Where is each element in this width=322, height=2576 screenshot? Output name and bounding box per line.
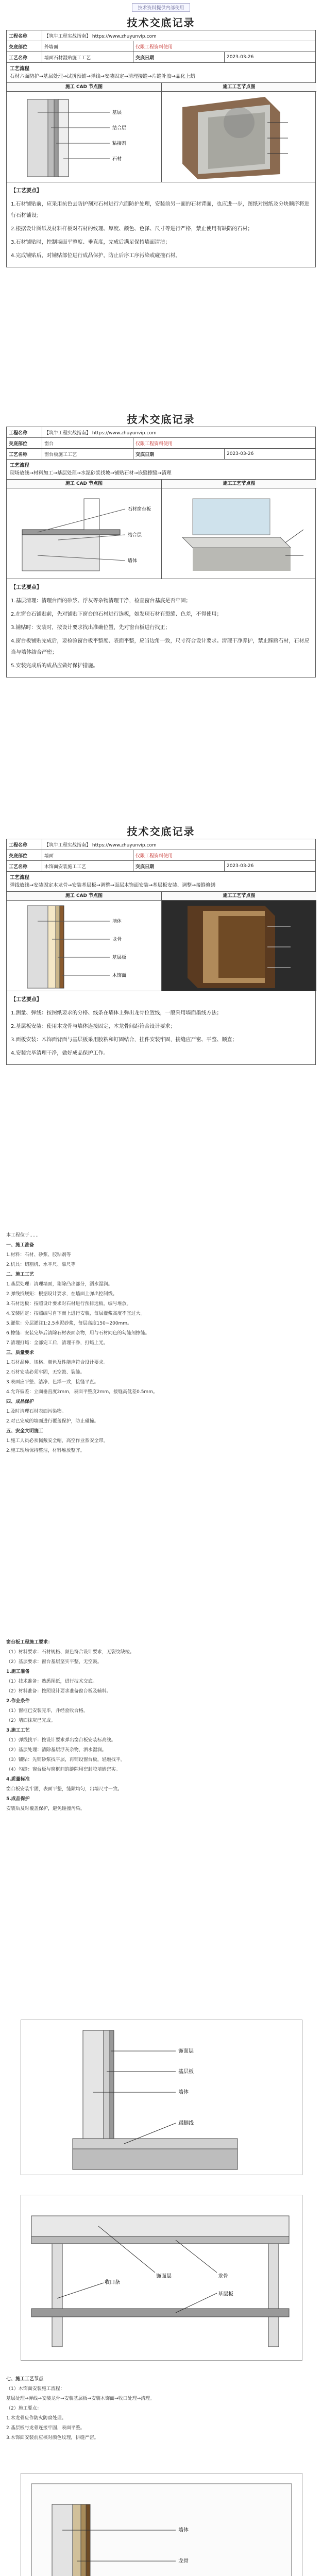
cad-drawing	[7, 901, 161, 991]
doc-para: 2.机具：切割机、水平尺、靠尺等	[6, 1262, 76, 1267]
photo-header: 施工工艺节点图	[162, 83, 316, 92]
desc-title: 【工艺要点】	[11, 188, 42, 194]
doc-heading: 三、质量要求	[6, 1350, 35, 1355]
fig-label: 龙骨	[218, 2274, 228, 2279]
fig-label: 墙体	[178, 2090, 189, 2095]
doc-para: （4）勾缝：窗台板与窗框间的缝隙用密封胶填嵌密实。	[6, 1767, 121, 1772]
desc-box	[6, 579, 316, 677]
date-label: 交底日期	[133, 449, 225, 460]
cad-label: 粘接剂	[112, 141, 127, 146]
fig-label: 墙体	[178, 2528, 189, 2533]
top-banner	[0, 0, 322, 13]
doc-para: （1）材料要求：石材规格、颜色符合设计要求，无裂纹缺棱。	[6, 1650, 134, 1655]
doc-section-2	[6, 1638, 316, 1815]
flow-title: 工艺流程	[10, 875, 30, 880]
cad-header: 施工 CAD 节点图	[7, 83, 161, 92]
desc-title: 【工艺要点】	[11, 585, 42, 590]
date-value: 2023-03-26	[225, 449, 316, 460]
stamp: 仅限工程资料使用	[133, 850, 316, 861]
doc-para: （2）基层要求：窗台基层坚实平整，无空鼓。	[6, 1659, 102, 1665]
cad-cell	[7, 892, 162, 991]
cad-label: 木饰面	[112, 973, 127, 978]
desc-item: 4.完成铺贴后，对铺贴部位进行成品保护，防止后序工序污染或碰撞石材。	[11, 253, 181, 259]
unit-label: 交底部位	[7, 41, 42, 52]
doc-para: （1）弹线找平：按设计要求弹出窗台板安装标高线。	[6, 1738, 116, 1743]
doc-para: （2）墙面抹灰已完成。	[6, 1718, 56, 1723]
doc-para: 4.允许偏差：立面垂直度2mm，表面平整度2mm，接缝高低差0.5mm。	[6, 1389, 158, 1395]
render-image	[162, 92, 316, 182]
cad-label: 结合层	[112, 126, 127, 131]
doc-heading: 五、安全文明施工	[6, 1429, 44, 1434]
cad-drawing	[7, 488, 161, 579]
section-figure-3	[21, 2473, 302, 2576]
cad-row	[6, 892, 316, 991]
desc-item: 1.测量、弹线：按图纸要求的分格、线条在墙体上弹出龙骨位置线，一般采用墙面墨线方法；	[11, 1010, 222, 1016]
desc-item: 3.面板安装：木饰面背面与基层板采用胶粘和钉固结合，挂件安装牢固，接缝应严密、平整、顺直；	[11, 1037, 238, 1043]
cad-header: 施工 CAD 节点图	[7, 892, 161, 901]
unit-label: 交底部位	[7, 850, 42, 861]
doc-para: 2.弹线找规矩：根据设计要求，在墙面上弹出控制线。	[6, 1292, 117, 1297]
unit-value: 外墙面	[42, 41, 133, 52]
fig-label: 基层板	[218, 2292, 233, 2297]
desc-item: 2.根据设计图纸及材料样板对石材的纹理、厚度、颜色、色泽、尺寸等进行严格，禁止使用有缺陷的石材；	[11, 226, 253, 232]
stamp: 仅限工程资料使用	[133, 438, 316, 449]
desc-item: 1.石材铺贴前，应采用抗色去防护剂对石材进行六面防护处理，安装前另一面的石材背面，也应进一步，图纸对图纸及分块顺序将进行石材铺设；	[11, 201, 310, 218]
doc-para: （2）材料准备：按照设计要求准备窗台板及辅料。	[6, 1689, 111, 1694]
flow-text: 现场放线→材料加工→基层处理→水泥砂浆找坡→铺贴石材→嵌缝擦缝→清理	[10, 470, 172, 476]
fig-label: 基层板	[178, 2069, 194, 2075]
cad-svg	[7, 901, 161, 991]
doc-heading: 1.施工准备	[6, 1669, 30, 1674]
doc-heading: 2.作业条件	[6, 1699, 30, 1704]
doc-heading: 5.成品保护	[6, 1797, 30, 1802]
doc-para: 1.基层处理：清理墙面，剔除凸出部分，洒水湿润。	[6, 1282, 113, 1287]
doc-para: 2.基层板与龙骨连接牢固，表面平整。	[6, 2426, 85, 2431]
tech-card-1	[6, 15, 316, 267]
meta-table	[6, 839, 316, 872]
date-value: 2023-03-26	[225, 52, 316, 63]
cad-svg	[7, 488, 161, 579]
figure-svg	[21, 2020, 302, 2175]
doc-para: 2.对已完成的墙面进行覆盖保护，防止碰撞。	[6, 1419, 99, 1424]
photo-header: 施工工艺节点图	[162, 892, 316, 901]
section-figure-1	[21, 2020, 302, 2175]
name-label: 工艺名称	[7, 52, 42, 63]
photo-cell	[162, 83, 316, 182]
fig-label: 踢脚线	[178, 2121, 194, 2126]
doc-para: 3.表面应平整、洁净、色泽一致，接缝平直。	[6, 1380, 99, 1385]
cad-row	[6, 83, 316, 182]
doc-heading: 七、施工工艺节点	[6, 2377, 44, 2382]
cad-label: 石材	[112, 157, 122, 162]
doc-para: （2）基层处理：清除基层浮灰杂物，洒水湿润。	[6, 1748, 107, 1753]
doc-heading: 二、施工工艺	[6, 1272, 35, 1277]
cad-label: 墙体	[128, 558, 138, 564]
doc-heading: 4.质量标准	[6, 1777, 30, 1782]
doc-para: 本工程位于……	[6, 1233, 39, 1238]
fig-label: 饰面层	[156, 2274, 172, 2279]
doc-para: 4.安装固定：按照编号自下而上进行安装，每层灌浆高度不宜过大。	[6, 1311, 145, 1316]
project-value: 【筑牛工程实战指南】 https://www.zhuyunvip.com	[42, 427, 316, 438]
flow-title: 工艺流程	[10, 66, 30, 72]
desc-item: 5.安装完成后的成品应做好保护措施。	[11, 663, 98, 669]
doc-para: 7.清理打蜡：全部完工后，清理干净，打蜡上光。	[6, 1341, 108, 1346]
date-value: 2023-03-26	[225, 861, 316, 872]
fig-label: 饰面层	[178, 2048, 194, 2054]
name-value: 窗台板施工工艺	[42, 449, 133, 460]
doc-heading: 3.施工工艺	[6, 1728, 30, 1733]
desc-item: 2.在窗台石铺贴前，先对铺贴下窗台的石材进行选板，如发现石材有裂缝、色差，不得使用；	[11, 612, 222, 617]
cad-row	[6, 480, 316, 579]
unit-value: 窗台	[42, 438, 133, 449]
name-value: 墙面石材湿贴施工工艺	[42, 52, 133, 63]
doc-para: 1.材料：石材、砂浆、胶粘剂等	[6, 1252, 71, 1258]
desc-item: 2.基层板安装：使用木龙骨与墙体连接固定，木龙骨间距符合设计要求；	[11, 1024, 176, 1029]
render-image	[162, 901, 316, 991]
cad-label: 墙体	[112, 919, 122, 924]
doc-para: （3）铺贴：先铺砂浆找平层，再铺设窗台板，轻敲找平。	[6, 1757, 125, 1762]
doc-para: 1.及时清理石材表面污染物。	[6, 1409, 66, 1414]
desc-item: 4.安装完毕清理干净，做好成品保护工作。	[11, 1050, 109, 1056]
doc-para: （1）木饰面安装施工流程：	[6, 2386, 65, 2392]
card-title: 技术交底记录	[127, 825, 195, 838]
tech-card-2	[6, 412, 316, 677]
project-label: 工程名称	[7, 427, 42, 438]
doc-para: 3.石材选板：按照设计要求对石材进行预排选板，编号堆放。	[6, 1301, 131, 1307]
doc-para: 6.擦缝：安装完毕后清除石材表面杂物，用与石材同色的勾缝剂擦缝。	[6, 1331, 150, 1336]
desc-box	[6, 182, 316, 267]
name-label: 工艺名称	[7, 861, 42, 872]
cad-drawing	[7, 92, 161, 182]
section-figure-2	[21, 2195, 302, 2361]
desc-title: 【工艺要点】	[11, 997, 42, 1003]
desc-item: 3.铺贴时：安装时，按设计要求找出准确位置，先对窗台板进行找正；	[11, 625, 171, 631]
doc-para: 安装后及时覆盖保护，避免碰撞污染。	[6, 1806, 86, 1811]
doc-section-3	[6, 2375, 316, 2444]
project-label: 工程名称	[7, 30, 42, 41]
project-label: 工程名称	[7, 839, 42, 850]
flow-title: 工艺流程	[10, 463, 30, 468]
photo-cell	[162, 892, 316, 991]
doc-para: 5.灌浆：分层灌注1:2.5水泥砂浆，每层高度150~200mm。	[6, 1321, 132, 1326]
doc-heading: 一、施工准备	[6, 1243, 35, 1248]
doc-para: 2.石材安装必须牢固，无空鼓、裂缝。	[6, 1370, 85, 1375]
doc-para: 1.石材品种、规格、颜色及性能应符合设计要求。	[6, 1360, 108, 1365]
desc-item: 4.窗台板铺贴完成后，要检验窗台板平整度、表面平整，应当边角一致，尺寸符合设计要求。清理干净养护，禁止踩踏石材，石材应当与墙体结合严密；	[11, 638, 310, 655]
doc-para: 基层处理→弹线→安装龙骨→安装基层板→安装木饰面→收口处理→清理。	[6, 2396, 155, 2401]
project-value: 【筑牛工程实战指南】 https://www.zhuyunvip.com	[42, 839, 316, 850]
date-label: 交底日期	[133, 52, 225, 63]
cad-cell	[7, 480, 162, 579]
cad-header: 施工 CAD 节点图	[7, 480, 161, 488]
fig-label: 龙骨	[178, 2558, 189, 2564]
doc-para: （2）施工要点：	[6, 2406, 42, 2411]
tech-card-3	[6, 824, 316, 1065]
doc-para: 1.施工人员必须佩戴安全帽，高空作业系安全带。	[6, 1438, 108, 1444]
banner-label: 技术资料提供内部使用	[132, 3, 190, 12]
cad-svg	[7, 92, 161, 182]
fig-label: 收口条	[105, 2280, 120, 2285]
cad-label: 龙骨	[112, 937, 122, 942]
desc-box	[6, 991, 316, 1065]
flow-box	[6, 872, 316, 892]
cad-label: 基层	[112, 110, 122, 115]
doc-para: 3.木饰面安装前应核对颜色纹理，拼缝严密。	[6, 2435, 99, 2441]
render-image	[162, 488, 316, 579]
cad-label: 石材窗台板	[128, 507, 151, 512]
desc-item: 1.基层清理：清理台面的砂浆、浮灰等杂物清理干净，检查窗台基底是否牢固；	[11, 598, 191, 604]
photo-cell	[162, 480, 316, 579]
desc-item: 3.石材铺贴时，控制墙面平整度、垂直度，完成后满足保持墙面清洁；	[11, 240, 171, 245]
flow-box	[6, 460, 316, 480]
render-svg	[162, 901, 316, 991]
meta-table	[6, 427, 316, 460]
render-svg	[162, 92, 316, 182]
meta-table	[6, 30, 316, 63]
flow-text: 弹线放线→安装固定木龙骨→安装基层板→调整→面层木饰面安装→基层板安装、调整→接缝修缮	[10, 883, 216, 888]
unit-value: 墙面	[42, 850, 133, 861]
project-value: 【筑牛工程实战指南】 https://www.zhuyunvip.com	[42, 30, 316, 41]
doc-heading: 窗台板工程施工要求：	[6, 1640, 53, 1645]
flow-box	[6, 63, 316, 83]
name-value: 木饰面安装施工工艺	[42, 861, 133, 872]
cad-cell	[7, 83, 162, 182]
figure-svg	[21, 2195, 302, 2360]
date-label: 交底日期	[133, 861, 225, 872]
doc-para: （1）技术准备：熟悉图纸，进行技术交底。	[6, 1679, 97, 1684]
card-title: 技术交底记录	[127, 16, 195, 29]
doc-heading: 四、成品保护	[6, 1399, 35, 1404]
cad-label: 基层板	[112, 955, 127, 960]
doc-para: （1）窗框已安装完毕，并经验收合格。	[6, 1708, 88, 1714]
cad-label: 结合层	[128, 533, 142, 538]
name-label: 工艺名称	[7, 449, 42, 460]
stamp: 仅限工程资料使用	[133, 41, 316, 52]
doc-para: 窗台板安装牢固，表面平整，缝隙均匀，出墙尺寸一致。	[6, 1787, 123, 1792]
figure-svg	[21, 2473, 302, 2576]
flow-text: 石材六面防护→基层处理→试拼预铺→弹线→安装固定→清理接缝→片缝补胶→晶化上蜡	[10, 74, 195, 79]
doc-para: 2.施工现场保持整洁，材料堆放整齐。	[6, 1448, 85, 1453]
photo-header: 施工工艺节点图	[162, 480, 316, 488]
doc-section-1	[6, 1231, 316, 1456]
doc-para: 1.木龙骨应作防火防腐处理。	[6, 2416, 66, 2421]
card-title: 技术交底记录	[127, 413, 195, 426]
render-svg	[162, 488, 316, 579]
unit-label: 交底部位	[7, 438, 42, 449]
